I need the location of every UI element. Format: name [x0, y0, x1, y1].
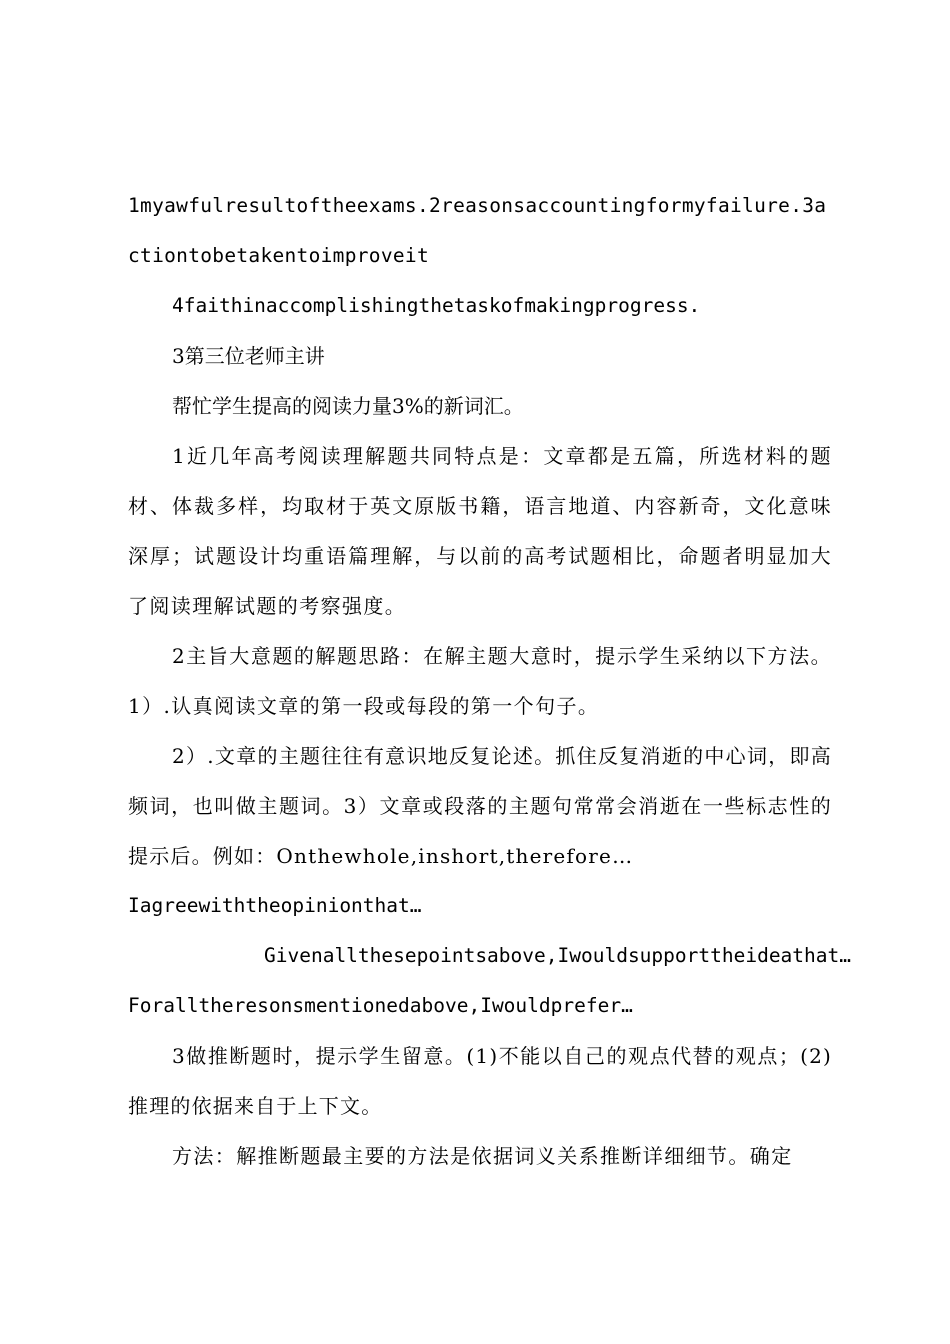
paragraph-phrase-agree: Iagreewiththeopinionthat…	[128, 894, 422, 917]
paragraph-reading-features: 1近几年高考阅读理解题共同特点是：文章都是五篇，所选材料的题材、体裁多样，均取材于英文原版书籍，语言地道、内容新奇，文化意味深厚；试题设计均重语篇理解，与以前的高考试题相比，命题者明显加大了阅读理解试题的考察强度。	[128, 444, 832, 618]
paragraph-main-idea: 2主旨大意题的解题思路：在解主题大意时，提示学生采纳以下方法。1）.认真阅读文章的第一段或每段的第一个句子。	[128, 644, 832, 718]
paragraph-phrase-given: Givenallthesepointsabove,Iwouldsupporttheideathat…	[264, 944, 851, 967]
paragraph-method: 方法：解推断题最主要的方法是依据词义关系推断详细细节。确定	[172, 1144, 793, 1168]
document-body	[128, 181, 851, 1181]
paragraph-heading: 3第三位老师主讲	[172, 344, 325, 368]
paragraph-phrase-prefer: Foralltheresonsmentionedabove,Iwouldprefer…	[128, 994, 633, 1017]
paragraph-outline: 1myawfulresultoftheexams.2reasonsaccountingformyfailure.3actiontobetakentoimproveit	[128, 194, 827, 267]
paragraph-inference: 3做推断题时，提示学生留意。(1)不能以自己的观点代替的观点；(2)推理的依据来自于上下文。	[128, 1044, 832, 1118]
paragraph-topic-words: 2）.文章的主题往往有意识地反复论述。抓住反复消逝的中心词，即高频词，也叫做主题词。3）文章或段落的主题句常常会消逝在一些标志性的提示后。例如：Onthewhole,inshort,therefore…	[128, 744, 832, 868]
paragraph-outline-continued: 4faithinaccomplishingthetaskofmakingprogress.	[172, 294, 701, 317]
paragraph-intro: 帮忙学生提高的阅读力量3%的新词汇。	[172, 394, 524, 418]
